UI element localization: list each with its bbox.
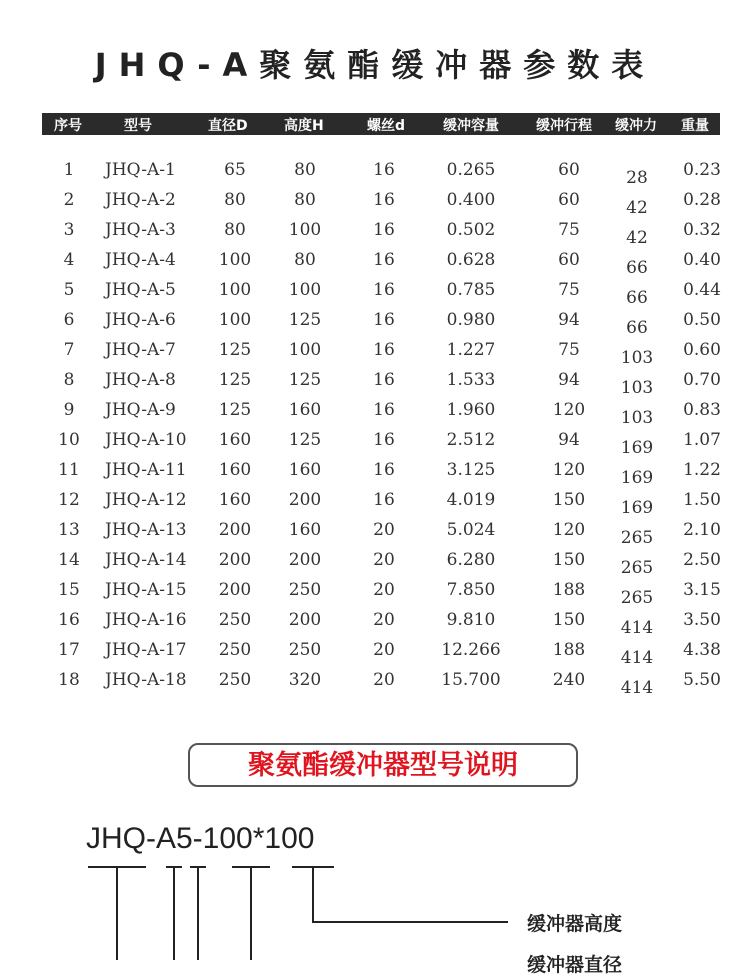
cell-thread: 16 — [373, 430, 395, 450]
cell-capacity: 9.810 — [446, 610, 496, 630]
cell-weight: 0.50 — [683, 310, 721, 330]
cell-diameter: 200 — [218, 580, 252, 600]
cell-capacity: 12.266 — [441, 640, 501, 660]
cell-model: JHQ-A-7 — [105, 340, 176, 360]
header-capacity: 缓冲容量 — [443, 118, 499, 134]
cell-thread: 20 — [373, 640, 395, 660]
cell-diameter: 160 — [218, 490, 252, 510]
header-height: 高度H — [284, 118, 324, 134]
cell-diameter: 160 — [218, 430, 252, 450]
cell-height: 160 — [288, 460, 322, 480]
cell-force: 28 — [626, 168, 648, 188]
cell-seq: 16 — [58, 610, 80, 630]
cell-height: 125 — [288, 310, 322, 330]
header-force: 缓冲力 — [615, 118, 657, 134]
cell-thread: 16 — [373, 490, 395, 510]
cell-model: JHQ-A-1 — [105, 160, 176, 180]
cell-height: 320 — [288, 670, 322, 690]
cell-thread: 20 — [373, 520, 395, 540]
cell-height: 250 — [288, 580, 322, 600]
cell-thread: 20 — [373, 580, 395, 600]
cell-diameter: 125 — [218, 340, 252, 360]
header-model: 型号 — [124, 118, 152, 134]
leader-height — [313, 867, 508, 922]
cell-diameter: 65 — [224, 160, 246, 180]
cell-stroke: 240 — [552, 670, 586, 690]
cell-thread: 16 — [373, 220, 395, 240]
cell-model: JHQ-A-5 — [105, 280, 176, 300]
cell-thread: 16 — [373, 310, 395, 330]
cell-thread: 16 — [373, 190, 395, 210]
cell-diameter: 125 — [218, 400, 252, 420]
cell-seq: 5 — [63, 280, 75, 300]
cell-stroke: 120 — [552, 520, 586, 540]
cell-seq: 2 — [63, 190, 75, 210]
cell-capacity: 15.700 — [441, 670, 501, 690]
cell-diameter: 80 — [224, 220, 246, 240]
cell-model: JHQ-A-14 — [105, 550, 187, 570]
cell-model: JHQ-A-8 — [105, 370, 176, 390]
cell-thread: 20 — [373, 670, 395, 690]
cell-seq: 12 — [58, 490, 80, 510]
cell-force: 169 — [620, 468, 654, 488]
cell-stroke: 120 — [552, 460, 586, 480]
cell-model: JHQ-A-10 — [105, 430, 187, 450]
cell-thread: 16 — [373, 280, 395, 300]
legend-height-label: 缓冲器高度 — [527, 913, 623, 935]
cell-stroke: 60 — [558, 250, 580, 270]
cell-model: JHQ-A-18 — [105, 670, 187, 690]
cell-height: 80 — [294, 250, 316, 270]
cell-stroke: 150 — [552, 490, 586, 510]
cell-seq: 7 — [63, 340, 75, 360]
cell-stroke: 75 — [558, 220, 580, 240]
cell-seq: 8 — [63, 370, 75, 390]
cell-seq: 6 — [63, 310, 75, 330]
cell-height: 100 — [288, 280, 322, 300]
cell-stroke: 94 — [558, 310, 580, 330]
cell-force: 42 — [626, 198, 648, 218]
cell-diameter: 200 — [218, 520, 252, 540]
cell-model: JHQ-A-3 — [105, 220, 176, 240]
header-diameter: 直径D — [208, 118, 248, 134]
cell-height: 125 — [288, 430, 322, 450]
cell-capacity: 6.280 — [446, 550, 496, 570]
cell-weight: 3.50 — [683, 610, 721, 630]
cell-weight: 0.44 — [683, 280, 721, 300]
cell-stroke: 150 — [552, 550, 586, 570]
cell-thread: 16 — [373, 340, 395, 360]
cell-stroke: 188 — [552, 580, 586, 600]
page-title: JHQ-A聚氨酯缓冲器参数表 — [94, 46, 656, 84]
cell-seq: 14 — [58, 550, 80, 570]
cell-model: JHQ-A-6 — [105, 310, 176, 330]
cell-weight: 5.50 — [683, 670, 721, 690]
cell-weight: 0.23 — [683, 160, 721, 180]
cell-height: 160 — [288, 400, 322, 420]
cell-capacity: 0.628 — [446, 250, 496, 270]
cell-force: 414 — [620, 618, 654, 638]
cell-diameter: 100 — [218, 310, 252, 330]
cell-diameter: 250 — [218, 670, 252, 690]
cell-height: 100 — [288, 340, 322, 360]
cell-seq: 13 — [58, 520, 80, 540]
cell-seq: 3 — [63, 220, 75, 240]
cell-force: 42 — [626, 228, 648, 248]
cell-height: 160 — [288, 520, 322, 540]
cell-stroke: 188 — [552, 640, 586, 660]
cell-seq: 15 — [58, 580, 80, 600]
cell-force: 103 — [620, 408, 654, 428]
cell-seq: 17 — [58, 640, 80, 660]
cell-thread: 16 — [373, 250, 395, 270]
cell-capacity: 1.227 — [446, 340, 496, 360]
cell-height: 80 — [294, 160, 316, 180]
cell-model: JHQ-A-2 — [105, 190, 176, 210]
cell-seq: 11 — [58, 460, 80, 480]
header-seq: 序号 — [54, 118, 82, 134]
cell-model: JHQ-A-17 — [105, 640, 187, 660]
cell-diameter: 250 — [218, 610, 252, 630]
example-model-code: JHQ-A5-100*100 — [86, 822, 315, 855]
cell-weight: 0.28 — [683, 190, 721, 210]
header-weight: 重量 — [681, 118, 709, 134]
cell-height: 200 — [288, 610, 322, 630]
cell-force: 414 — [620, 678, 654, 698]
cell-weight: 3.15 — [683, 580, 721, 600]
cell-capacity: 0.785 — [446, 280, 496, 300]
cell-weight: 1.07 — [683, 430, 721, 450]
cell-weight: 0.32 — [683, 220, 721, 240]
cell-capacity: 3.125 — [446, 460, 496, 480]
cell-diameter: 160 — [218, 460, 252, 480]
cell-weight: 0.70 — [683, 370, 721, 390]
cell-capacity: 2.512 — [446, 430, 496, 450]
cell-height: 250 — [288, 640, 322, 660]
cell-capacity: 4.019 — [446, 490, 496, 510]
cell-height: 125 — [288, 370, 322, 390]
cell-capacity: 0.980 — [446, 310, 496, 330]
cell-force: 265 — [620, 588, 654, 608]
cell-weight: 1.22 — [683, 460, 721, 480]
cell-height: 200 — [288, 550, 322, 570]
cell-force: 265 — [620, 528, 654, 548]
cell-capacity: 1.960 — [446, 400, 496, 420]
cell-diameter: 200 — [218, 550, 252, 570]
legend-diameter-label: 缓冲器直径 — [527, 954, 623, 976]
cell-diameter: 100 — [218, 280, 252, 300]
cell-weight: 2.50 — [683, 550, 721, 570]
cell-force: 414 — [620, 648, 654, 668]
cell-stroke: 75 — [558, 340, 580, 360]
model-explanation-heading: 聚氨酯缓冲器型号说明 — [188, 743, 578, 787]
cell-force: 66 — [626, 288, 648, 308]
cell-model: JHQ-A-13 — [105, 520, 187, 540]
cell-thread: 16 — [373, 370, 395, 390]
cell-height: 80 — [294, 190, 316, 210]
cell-capacity: 1.533 — [446, 370, 496, 390]
cell-seq: 9 — [63, 400, 75, 420]
cell-capacity: 0.502 — [446, 220, 496, 240]
cell-diameter: 80 — [224, 190, 246, 210]
cell-thread: 20 — [373, 610, 395, 630]
cell-stroke: 94 — [558, 370, 580, 390]
cell-stroke: 60 — [558, 190, 580, 210]
cell-weight: 4.38 — [683, 640, 721, 660]
cell-thread: 20 — [373, 550, 395, 570]
cell-thread: 16 — [373, 460, 395, 480]
cell-model: JHQ-A-4 — [105, 250, 176, 270]
cell-height: 100 — [288, 220, 322, 240]
cell-weight: 1.50 — [683, 490, 721, 510]
cell-diameter: 250 — [218, 640, 252, 660]
cell-stroke: 75 — [558, 280, 580, 300]
cell-stroke: 150 — [552, 610, 586, 630]
cell-capacity: 0.265 — [446, 160, 496, 180]
cell-weight: 0.40 — [683, 250, 721, 270]
cell-seq: 1 — [63, 160, 75, 180]
cell-model: JHQ-A-9 — [105, 400, 176, 420]
cell-seq: 4 — [63, 250, 75, 270]
header-thread: 螺丝d — [367, 118, 406, 134]
cell-seq: 18 — [58, 670, 80, 690]
cell-force: 169 — [620, 498, 654, 518]
header-stroke: 缓冲行程 — [536, 118, 592, 134]
cell-model: JHQ-A-11 — [105, 460, 187, 480]
cell-force: 66 — [626, 318, 648, 338]
cell-capacity: 7.850 — [446, 580, 496, 600]
cell-model: JHQ-A-15 — [105, 580, 187, 600]
cell-diameter: 125 — [218, 370, 252, 390]
cell-stroke: 120 — [552, 400, 586, 420]
cell-stroke: 60 — [558, 160, 580, 180]
cell-stroke: 94 — [558, 430, 580, 450]
cell-weight: 0.83 — [683, 400, 721, 420]
cell-capacity: 0.400 — [446, 190, 496, 210]
cell-model: JHQ-A-16 — [105, 610, 187, 630]
cell-thread: 16 — [373, 400, 395, 420]
cell-force: 265 — [620, 558, 654, 578]
cell-seq: 10 — [58, 430, 80, 450]
cell-weight: 2.10 — [683, 520, 721, 540]
cell-height: 200 — [288, 490, 322, 510]
cell-thread: 16 — [373, 160, 395, 180]
cell-weight: 0.60 — [683, 340, 721, 360]
cell-force: 66 — [626, 258, 648, 278]
cell-model: JHQ-A-12 — [105, 490, 187, 510]
cell-force: 103 — [620, 378, 654, 398]
cell-force: 169 — [620, 438, 654, 458]
cell-capacity: 5.024 — [446, 520, 496, 540]
cell-force: 103 — [620, 348, 654, 368]
cell-diameter: 100 — [218, 250, 252, 270]
